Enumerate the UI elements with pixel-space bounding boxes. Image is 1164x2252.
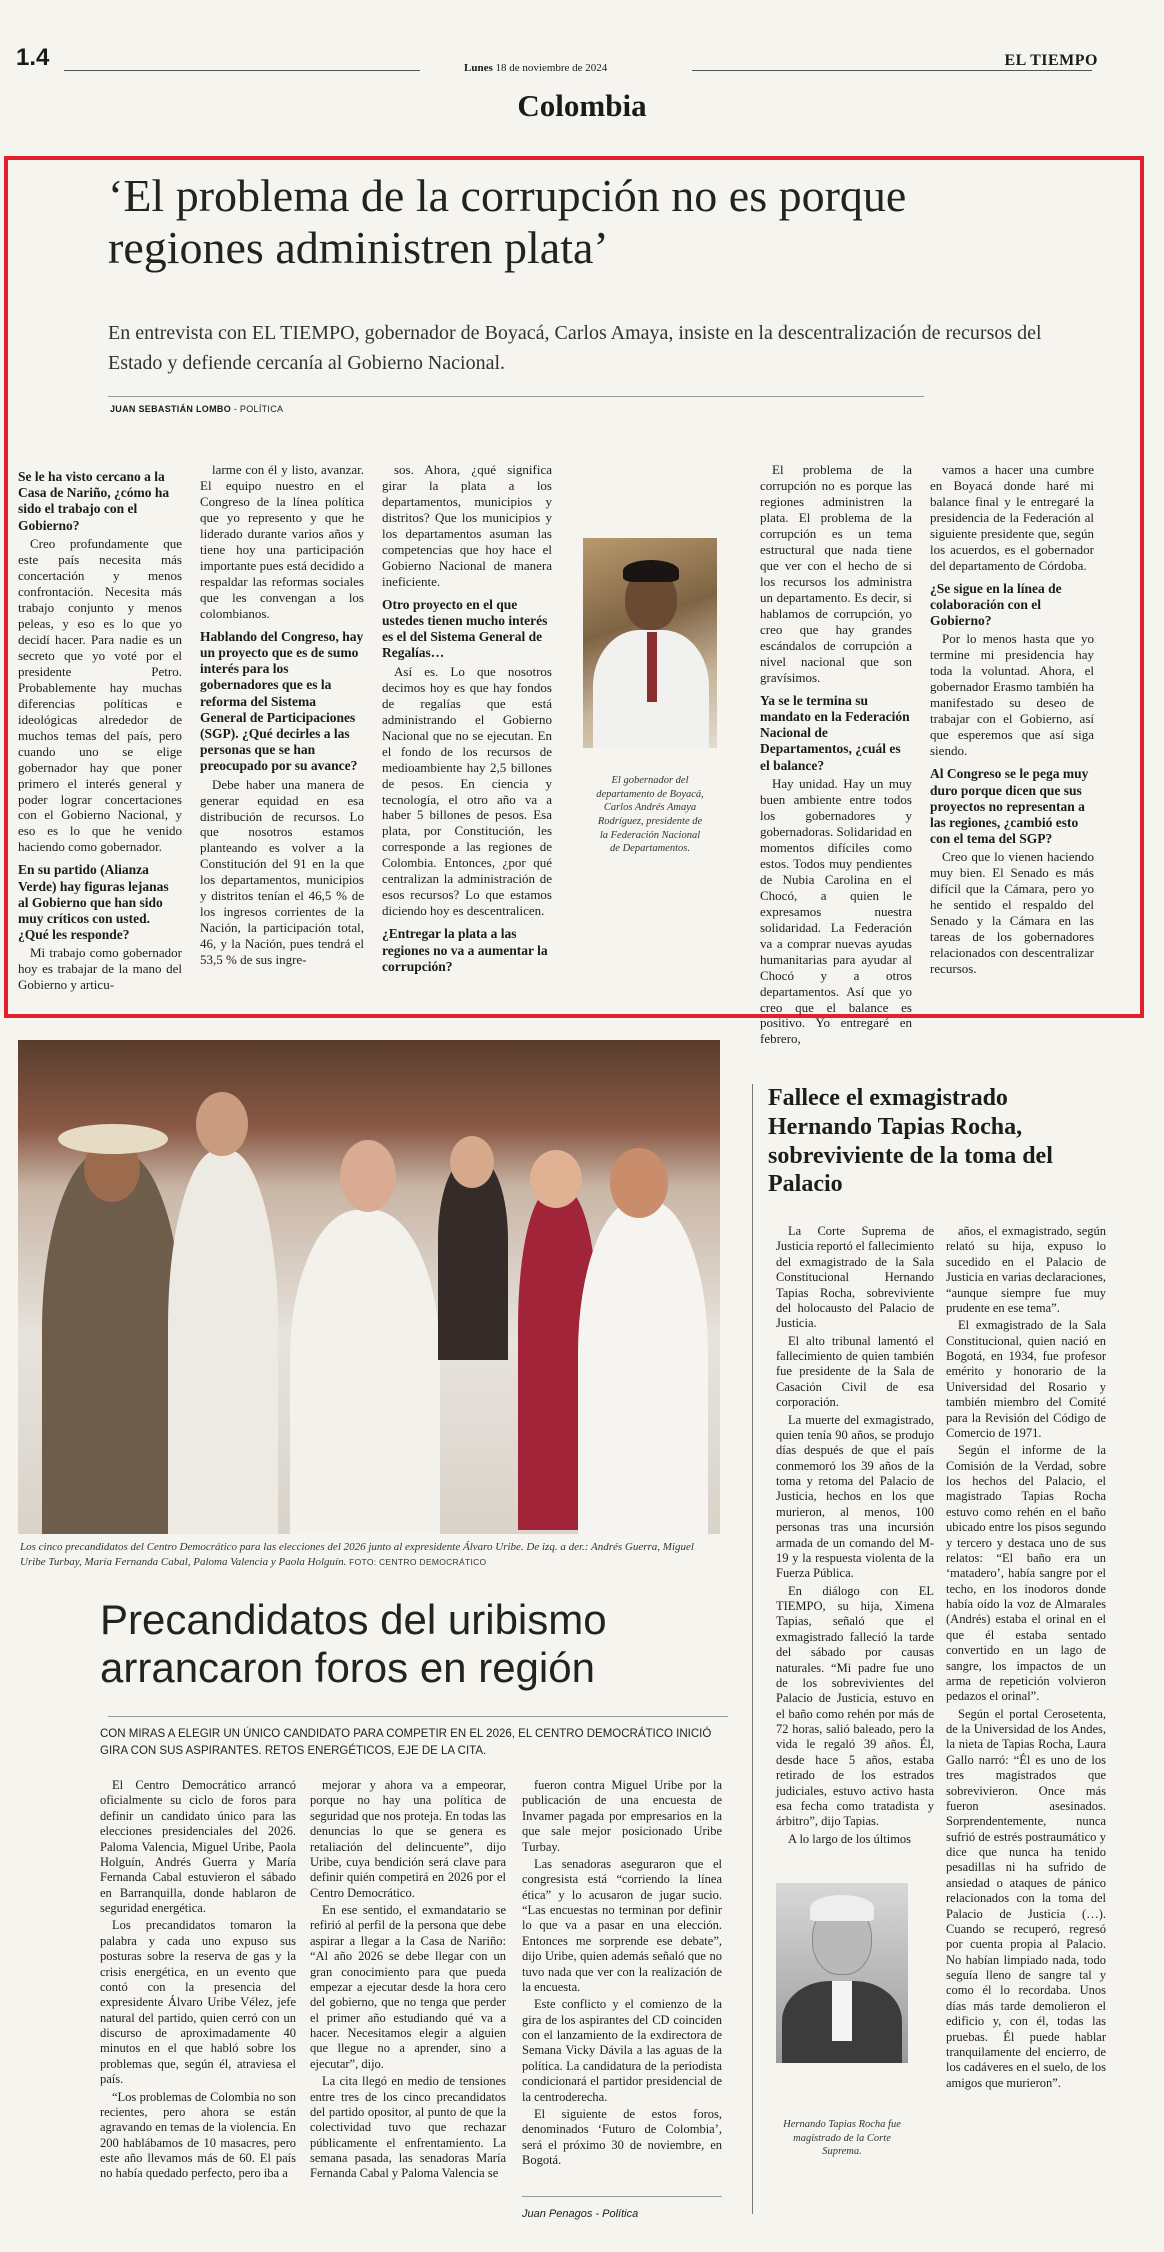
uribismo-column-3 <box>522 1778 722 2170</box>
body-paragraph: larme con él y listo, avanzar. El equipo nuestro en el Congreso de la línea política que yo represento y que he liderado durante varios años y tiene hoy una participación importante pues está decidido a respaldar las reformas sociales que les convengan a los colombianos. <box>200 462 364 621</box>
obituary-column-1 <box>776 1224 934 1849</box>
magistrate-photo <box>776 1883 908 2063</box>
deck-separator <box>108 396 924 397</box>
body-paragraph: Este conflicto y el comienzo de la gira de los aspirantes del CD coinciden con el lanzamiento de la exdirectora de Semana Vicky Dávila a las aguas de la política. La candidatura de la periodista condicionará el partidor presidencial de la centroderecha. <box>522 1997 722 2104</box>
uribismo-headline: Precandidatos del uribismo arrancaron foros en región <box>100 1596 607 1692</box>
body-paragraph: fueron contra Miguel Uribe por la publicación de una encuesta de Invamer pagada por empresarios en la que sale mejor posicionado Uribe Turbay. <box>522 1778 722 1854</box>
uribismo-byline: Juan Penagos - Política <box>522 2208 639 2220</box>
body-paragraph: Las senadoras aseguraron que el congresista está “corriendo la línea ética” y lo acusaron de jugar sucio. “Las encuestas no terminan por definir lo que va a pasar en una elección. Entonces me sorprende ese debate”, dijo Uribe, quien además señaló que no tuvo nada que ver con la realización de la encuesta. <box>522 1856 722 1994</box>
candidates-photo-caption: Los cinco precandidatos del Centro Democrático para las elecciones del 2026 junto al expresidente Álvaro Uribe. De izq. a der.: Andrés Guerra, Miguel Uribe Turbay, María Fernanda Cabal, Paloma Valencia y Paola Holguín. FOTO: CENTRO DEMOCRÁTICO <box>20 1541 694 1568</box>
body-paragraph: sos. Ahora, ¿qué significa girar la plata a los departamentos, municipios y distritos? Que los municipios y los departamentos asuman las competencias que hoy hace el Gobierno Nacional de manera ineficiente. <box>382 462 552 589</box>
body-paragraph: Los precandidatos tomaron la palabra y cada uno expuso sus posturas sobre la reserva de gas y la crisis energética, en un evento que contó con la presencia del expresidente Álvaro Uribe Vélez, jefe natural del partido, quien cerró con un discurso de aproximadamente 40 minutos en el que habló sobre los problemas que, según él, atraviesa el país. <box>100 1918 296 2087</box>
body-paragraph: En diálogo con EL TIEMPO, su hija, Ximena Tapias, señaló que el exmagistrado falleció la tarde del sábado por causas naturales. “Mi padre fue uno de los sobrevivientes del Palacio de Justicia, estuvo en el baño como rehén por más de 72 horas, salió baleado, pero la vida le regaló 39 años. Él, desde hace 5 años, estaba retirado de los estrados judiciales, estuvo activo hasta esa fecha como tratadista y árbitro”, dijo Tapias. <box>776 1583 934 1829</box>
body-paragraph: Hay unidad. Hay un muy buen ambiente entre todos los gobernadores y gobernadoras. Solidaridad en momentos difíciles como estos. Todos muy pendientes de Nubia Carolina en el Chocó, a quien le expresamos nuestra solidaridad. La Federación va a comprar nuevas ayudas humanitarias para ayudar al Chocó y a otros departamentos. Así que yo creo que el balance es positivo. Yo entregaré en febrero, <box>760 775 912 1047</box>
magistrate-photo-caption: Hernando Tapias Rocha fue magistrado de la Corte Suprema. <box>783 2119 901 2158</box>
body-paragraph: Así es. Lo que nosotros decimos hoy es que hay fondos de regalías que está administrando el Gobierno Nacional que no se ejecutan. En el fondo de los recursos de medioambiente hay 2,5 billones de pesos. En ciencia y tecnología, el otro año va a haber 5 billones de pesos. Esa plata, por Constitución, les corresponde a las regiones de Colombia. Entonces, ¿por qué centralizan la administración de esos recursos? Lo que estamos diciendo hoy es descentralicen. <box>382 663 552 919</box>
body-paragraph: El problema de la corrupción no es porque las regiones administren la plata. El problema de la corrupción es un tema estructural que nada tiene que ver con el hecho de si los recursos los administra un departamento. Es decir, si hablamos de corrupción, yo creo que hay grandes escándalos de corrupción a nivel nacional que son gravísimos. <box>760 462 912 685</box>
main-column-2 <box>200 462 364 970</box>
page-number: 1.4 <box>16 44 50 71</box>
body-paragraph: Según el portal Cerosetenta, de la Universidad de los Andes, la nieta de Tapias Rocha, Laura Gallo narró: “Él es uno de los tres magistrados que sobrevivieron. Once más fueron asesinados. Sorprendentemente, nunca sufrió de estrés postraumático y dice que nunca ha tenido pesadillas ni ha sufrido de ansiedad o ataques de pánico relacionados con la toma del Palacio de Justicia (…). Cuando se recuperó, regresó por cuenta propia al Palacio. No habían limpiado nada, todo seguía lleno de sangre tal y como él lo recordaba. Unos días más tarde demolieron el edificio y, con él, todas las pruebas. Él puede hablar tranquilamente del encierro, de los cadáveres en el suelo, de los amigos que murieron”. <box>946 1706 1106 2090</box>
header-rule-right <box>692 70 1092 71</box>
uribismo-separator <box>108 1716 728 1717</box>
body-paragraph: “Los problemas de Colombia no son recientes, pero ahora se están agravando en temas de la violencia. En 200 hablábamos de 10 masacres, pero este año llevamos más de 60. El país no había quedado perfecto, pero iba a <box>100 2089 296 2181</box>
body-paragraph: Creo que lo vienen haciendo muy bien. El Senado es más difícil que la Cámara, pero yo he sentido el respaldo del Senado y la Cámara en las tareas de los gobernadores relacionados con descentralizar recursos. <box>930 849 1094 977</box>
obituary-column-2 <box>946 1224 1106 2093</box>
uribismo-deck: CON MIRAS A ELEGIR UN ÚNICO CANDIDATO PARA COMPETIR EN EL 2026, EL CENTRO DEMOCRÁTICO INICIÓ GIRA CON SUS ASPIRANTES. RETOS ENERGÉTICOS, EJE DE LA CITA. <box>100 1728 712 1757</box>
body-paragraph: Debe haber una manera de generar equidad en esa distribución de recursos. Lo que nosotros estamos planteando es volver a la Constitución del 91 en la que los departamentos, municipios y distritos tenían el 46,5 % de los ingresos corrientes de la Nación, la participación total, 46, y la Nación, pues tendrá el 53,5 % de sus ingre- <box>200 776 364 968</box>
main-headline: ‘El problema de la corrupción no es porque regiones administren plata’ <box>108 170 907 273</box>
interview-question: Se le ha visto cercano a la Casa de Nariño, ¿cómo ha sido el trabajo con el Gobierno? <box>18 469 170 533</box>
candidates-photo <box>18 1040 720 1534</box>
body-paragraph: La Corte Suprema de Justicia reportó el fallecimiento del exmagistrado de la Sala Constitucional Hernando Tapias Rocha, sobreviviente del holocausto del Palacio de Justicia. <box>776 1224 934 1331</box>
body-paragraph: El exmagistrado de la Sala Constitucional, quien nació en Bogotá, en 1934, fue profesor emérito y honorario de la Universidad del Rosario y también miembro del Comité para la Revisión del Código de Comercio de 1971. <box>946 1318 1106 1440</box>
body-paragraph: En ese sentido, el exmandatario se refirió al perfil de la persona que debe aspirar a llegar a la Casa de Nariño: “Al año 2026 se debe llegar con un gran conocimiento para que pueda empezar a ejecutar desde la hora cero del gobierno, que no tenga que perder el primer año estudiando qué va a hacer. Necesitamos elegir a alguien que llegue no a aprender, sino a ejecutar”, dijo. <box>310 1903 506 2071</box>
governor-photo <box>583 538 717 748</box>
main-column-5 <box>930 462 1094 979</box>
body-paragraph: La muerte del exmagistrado, quien tenía 90 años, se produjo días después de que el país conmemoró los 39 años de la toma y retoma del Palacio de Justicia, hechos en los que murieron, al menos, 100 personas tras una incursión armada de un comando del M-19 y la respuesta violenta de la Fuerza Pública. <box>776 1412 934 1581</box>
main-byline: JUAN SEBASTIÁN LOMBO - POLÍTICA <box>110 404 284 414</box>
interview-question: ¿Se sigue en la línea de colaboración con el Gobierno? <box>930 580 1062 629</box>
body-paragraph: La cita llegó en medio de tensiones entre tres de los cinco precandidatos del partido opositor, al punto de que la colectividad tuvo que rechazar públicamente el enfrentamiento. La semana pasada, las senadoras María Fernanda Cabal y Paloma Valencia se <box>310 2074 506 2181</box>
body-paragraph: Según el informe de la Comisión de la Verdad, sobre los hechos del Palacio, el magistrado Tapias Rocha estuvo como rehén en el baño ubicado entre los pisos segundo y tercero y destaca uno de sus relatos: “El baño era un ‘matadero’, había sangre por el techo, en los inodoros donde había oído la voz de Almarales (Andrés) estaba el orinal en el que él estaba sentado convertido en un lago de sangre, los impactos de un arma de repetición volvieron pedazos el orinal”. <box>946 1443 1106 1704</box>
body-paragraph: Creo profundamente que este país necesita más concertación y menos confrontación. Necesita más trabajo conjunto y menos peleas, y eso es lo que yo decidí hacer. Para nadie es un secreto que yo voté por el presidente Petro. Probablemente hay muchas diferencias políticas e ideológicas alrededor de muchos temas del país, pero cuando uno se elige gobernador hay que poner primero el interés general y poder lograr concertaciones con el Gobierno Nacional, y eso es lo que he venido haciendo como gobernador. <box>18 535 182 855</box>
uribismo-column-2 <box>310 1778 506 2184</box>
interview-question: En su partido (Alianza Verde) hay figuras lejanas al Gobierno que han sido muy críticos con usted. ¿Qué les responde? <box>18 862 169 943</box>
interview-question: Ya se le termina su mandato en la Federación Nacional de Departamentos, ¿cuál es el balance? <box>760 692 910 773</box>
body-paragraph: El Centro Democrático arrancó oficialmente su ciclo de foros para definir un candidato único para las elecciones presidenciales del 2026. Paloma Valencia, Miguel Uribe, Paola Holguín, Andrés Guerra y María Fernanda Cabal estuvieron el sábado en Barranquilla, donde hablaron de seguridad energética. <box>100 1778 296 1915</box>
body-paragraph: A lo largo de los últimos <box>788 1831 912 1846</box>
newspaper-brand: EL TIEMPO <box>1004 52 1098 69</box>
interview-question: Hablando del Congreso, hay un proyecto que es de sumo interés para los gobernadores que es la reforma del Sistema General de Participaciones (SGP). ¿Qué decirles a las personas que se han preocupado por su avance? <box>200 628 364 774</box>
body-paragraph: El siguiente de estos foros, denominados ‘Futuro de Colombia’, será el próximo 30 de noviembre, en Bogotá. <box>522 2106 722 2167</box>
main-column-1 <box>18 462 182 995</box>
body-paragraph: vamos a hacer una cumbre en Boyacá donde haré mi balance final y le entregaré la presidencia de la Federación al siguiente presidente que, según los acuerdos, es el gobernador del departamento de Córdoba. <box>930 462 1094 573</box>
body-paragraph: mejorar y ahora va a empeorar, porque no hay una política de seguridad que nos proteja. En todas las denuncias lo que se genera es retaliación del delincuente”, dijo Uribe, cuya bendición será clave para definir quién competirá en 2026 por el Centro Democrático. <box>310 1778 506 1900</box>
column-divider <box>752 1084 753 2214</box>
interview-question: Otro proyecto en el que ustedes tienen mucho interés es el del Sistema General de Regalías… <box>382 596 548 661</box>
interview-question: Al Congreso se le pega muy duro porque dicen que sus proyectos no representan a las regiones, ¿cambió esto con el tema del SGP? <box>930 766 1089 847</box>
main-column-4 <box>760 462 912 1049</box>
section-title: Colombia <box>517 88 647 123</box>
governor-photo-caption: El gobernador del departamento de Boyacá, Carlos Andrés Amaya Rodríguez, presidente de la Federación Nacional de Departamentos. <box>596 775 704 855</box>
body-paragraph: años, el exmagistrado, según relató su hija, expuso lo sucedido en el Palacio de Justicia en varias declaraciones, “aunque siempre fue muy prudente en ese tema”. <box>946 1224 1106 1315</box>
body-paragraph: Por lo menos hasta que yo termine mi presidencia hay toda la voluntad. Ahora, el gobernador Erasmo también ha manifestado su deseo de trabajar con el Gobierno, así que esperemos que así siga siendo. <box>930 631 1094 759</box>
body-paragraph: El alto tribunal lamentó el fallecimiento de quien también fue presidente de la Sala de Casación Civil de esa corporación. <box>776 1333 934 1410</box>
uribismo-column-1 <box>100 1778 296 2184</box>
obituary-headline: Fallece el exmagistrado Hernando Tapias Rocha, sobreviviente de la toma del Palacio <box>768 1085 1053 1198</box>
uribismo-byline-rule <box>522 2196 722 2197</box>
main-column-3 <box>382 462 552 977</box>
issue-date: Lunes 18 de noviembre de 2024 <box>464 62 608 74</box>
main-deck: En entrevista con EL TIEMPO, gobernador de Boyacá, Carlos Amaya, insiste en la descentralización de recursos del Estado y defiende cercanía al Gobierno Nacional. <box>108 322 1042 374</box>
interview-question: ¿Entregar la plata a las regiones no va a aumentar la corrupción? <box>382 926 548 974</box>
body-paragraph: Mi trabajo como gobernador hoy es trabajar de la mano del Gobierno y articu- <box>18 945 182 993</box>
header-rule-left <box>64 70 420 71</box>
